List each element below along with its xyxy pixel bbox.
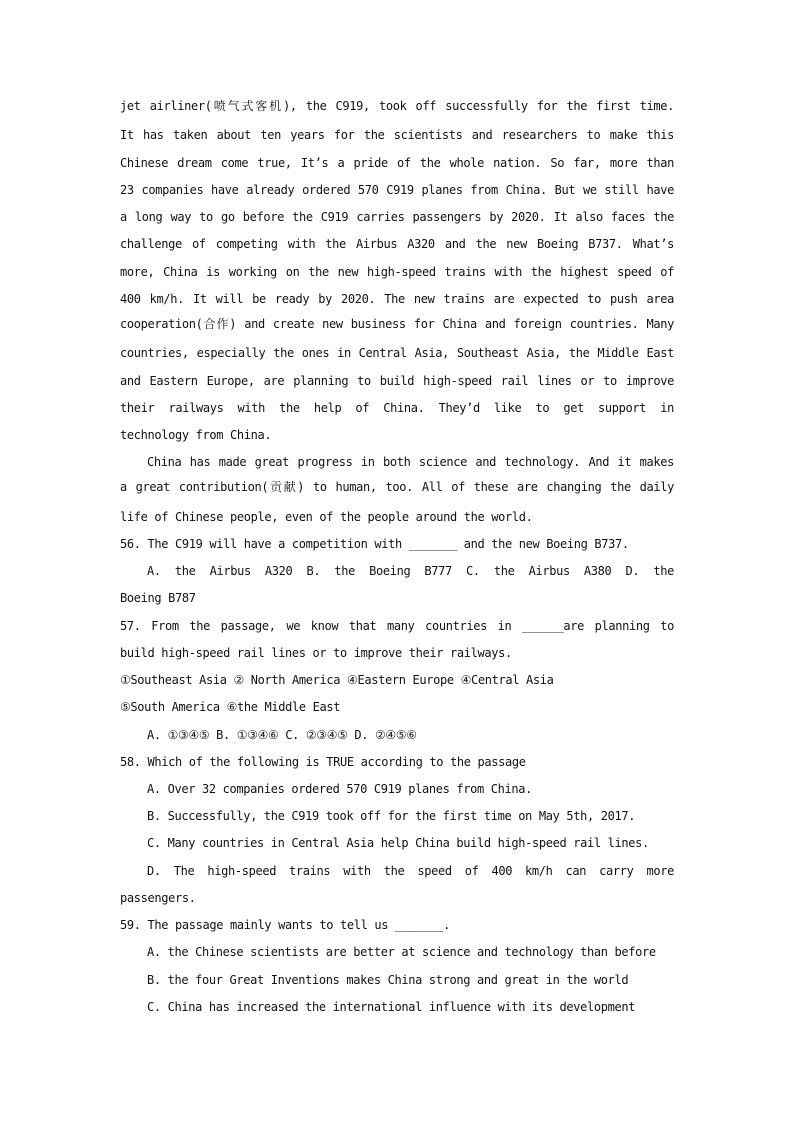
- question-58-option-d: D. The high-speed trains with the speed of 400 km/h can carry more: [147, 864, 674, 878]
- question-58-option-b: B. Successfully, the C919 took off for the first time on May 5th, 2017.: [147, 809, 636, 823]
- passage-line: technology from China.: [120, 428, 272, 442]
- passage-line: 23 companies have already ordered 570 C919 planes from China. But we still have: [120, 183, 674, 197]
- question-57-stem-cont: build high-speed rail lines or to improve their railways.: [120, 646, 512, 660]
- question-58-option-c: C. Many countries in Central Asia help China build high-speed rail lines.: [147, 836, 649, 850]
- passage-line: countries, especially the ones in Central Asia, Southeast Asia, the Middle East: [120, 346, 674, 360]
- question-57-items: ⑤South America ⑥the Middle East: [120, 700, 341, 714]
- passage-line: cooperation(合作) and create new business for China and foreign countries. Many: [120, 317, 674, 331]
- question-58-option-a: A. Over 32 companies ordered 570 C919 planes from China.: [147, 782, 532, 796]
- passage-line: more, China is working on the new high-speed trains with the highest speed of: [120, 265, 674, 279]
- passage-line: life of Chinese people, even of the people around the world.: [120, 510, 533, 524]
- question-57-options: A. ①③④⑤ B. ①③④⑥ C. ②③④⑤ D. ②④⑤⑥: [147, 728, 417, 742]
- question-56-stem: 56. The C919 will have a competition with _______ and the new Boeing B737.: [120, 537, 629, 551]
- question-57-stem: 57. From the passage, we know that many countries in ______are planning to: [120, 619, 674, 633]
- passage-line: 400 km/h. It will be ready by 2020. The new trains are expected to push area: [120, 292, 674, 306]
- passage-line: China has made great progress in both science and technology. And it makes: [147, 455, 674, 469]
- question-59-option-a: A. the Chinese scientists are better at science and technology than before: [147, 945, 656, 959]
- question-56-options-cont: Boeing B787: [120, 591, 196, 605]
- question-58-option-d-cont: passengers.: [120, 891, 196, 905]
- passage-line: a long way to go before the C919 carries passengers by 2020. It also faces the: [120, 210, 674, 224]
- question-59-option-b: B. the four Great Inventions makes China strong and great in the world: [147, 973, 629, 987]
- passage-line: jet airliner(喷气式客机), the C919, took off successfully for the first time.: [120, 99, 674, 113]
- question-56-options: A. the Airbus A320 B. the Boeing B777 C. the Airbus A380 D. the: [147, 564, 674, 578]
- passage-line: It has taken about ten years for the scientists and researchers to make this: [120, 128, 674, 142]
- passage-line: and Eastern Europe, are planning to build high-speed rail lines or to improve: [120, 374, 674, 388]
- question-58-stem: 58. Which of the following is TRUE according to the passage: [120, 755, 526, 769]
- passage-line: their railways with the help of China. They’d like to get support in: [120, 401, 674, 415]
- passage-line: a great contribution(贡献) to human, too. All of these are changing the daily: [120, 480, 674, 494]
- question-57-items: ①Southeast Asia ② North America ④Eastern Europe ④Central Asia: [120, 673, 554, 687]
- question-59-option-c: C. China has increased the international influence with its development: [147, 1000, 636, 1014]
- passage-line: Chinese dream come true, It’s a pride of the whole nation. So far, more than: [120, 156, 674, 170]
- question-59-stem: 59. The passage mainly wants to tell us _______.: [120, 918, 450, 932]
- passage-line: challenge of competing with the Airbus A320 and the new Boeing B737. What’s: [120, 237, 674, 251]
